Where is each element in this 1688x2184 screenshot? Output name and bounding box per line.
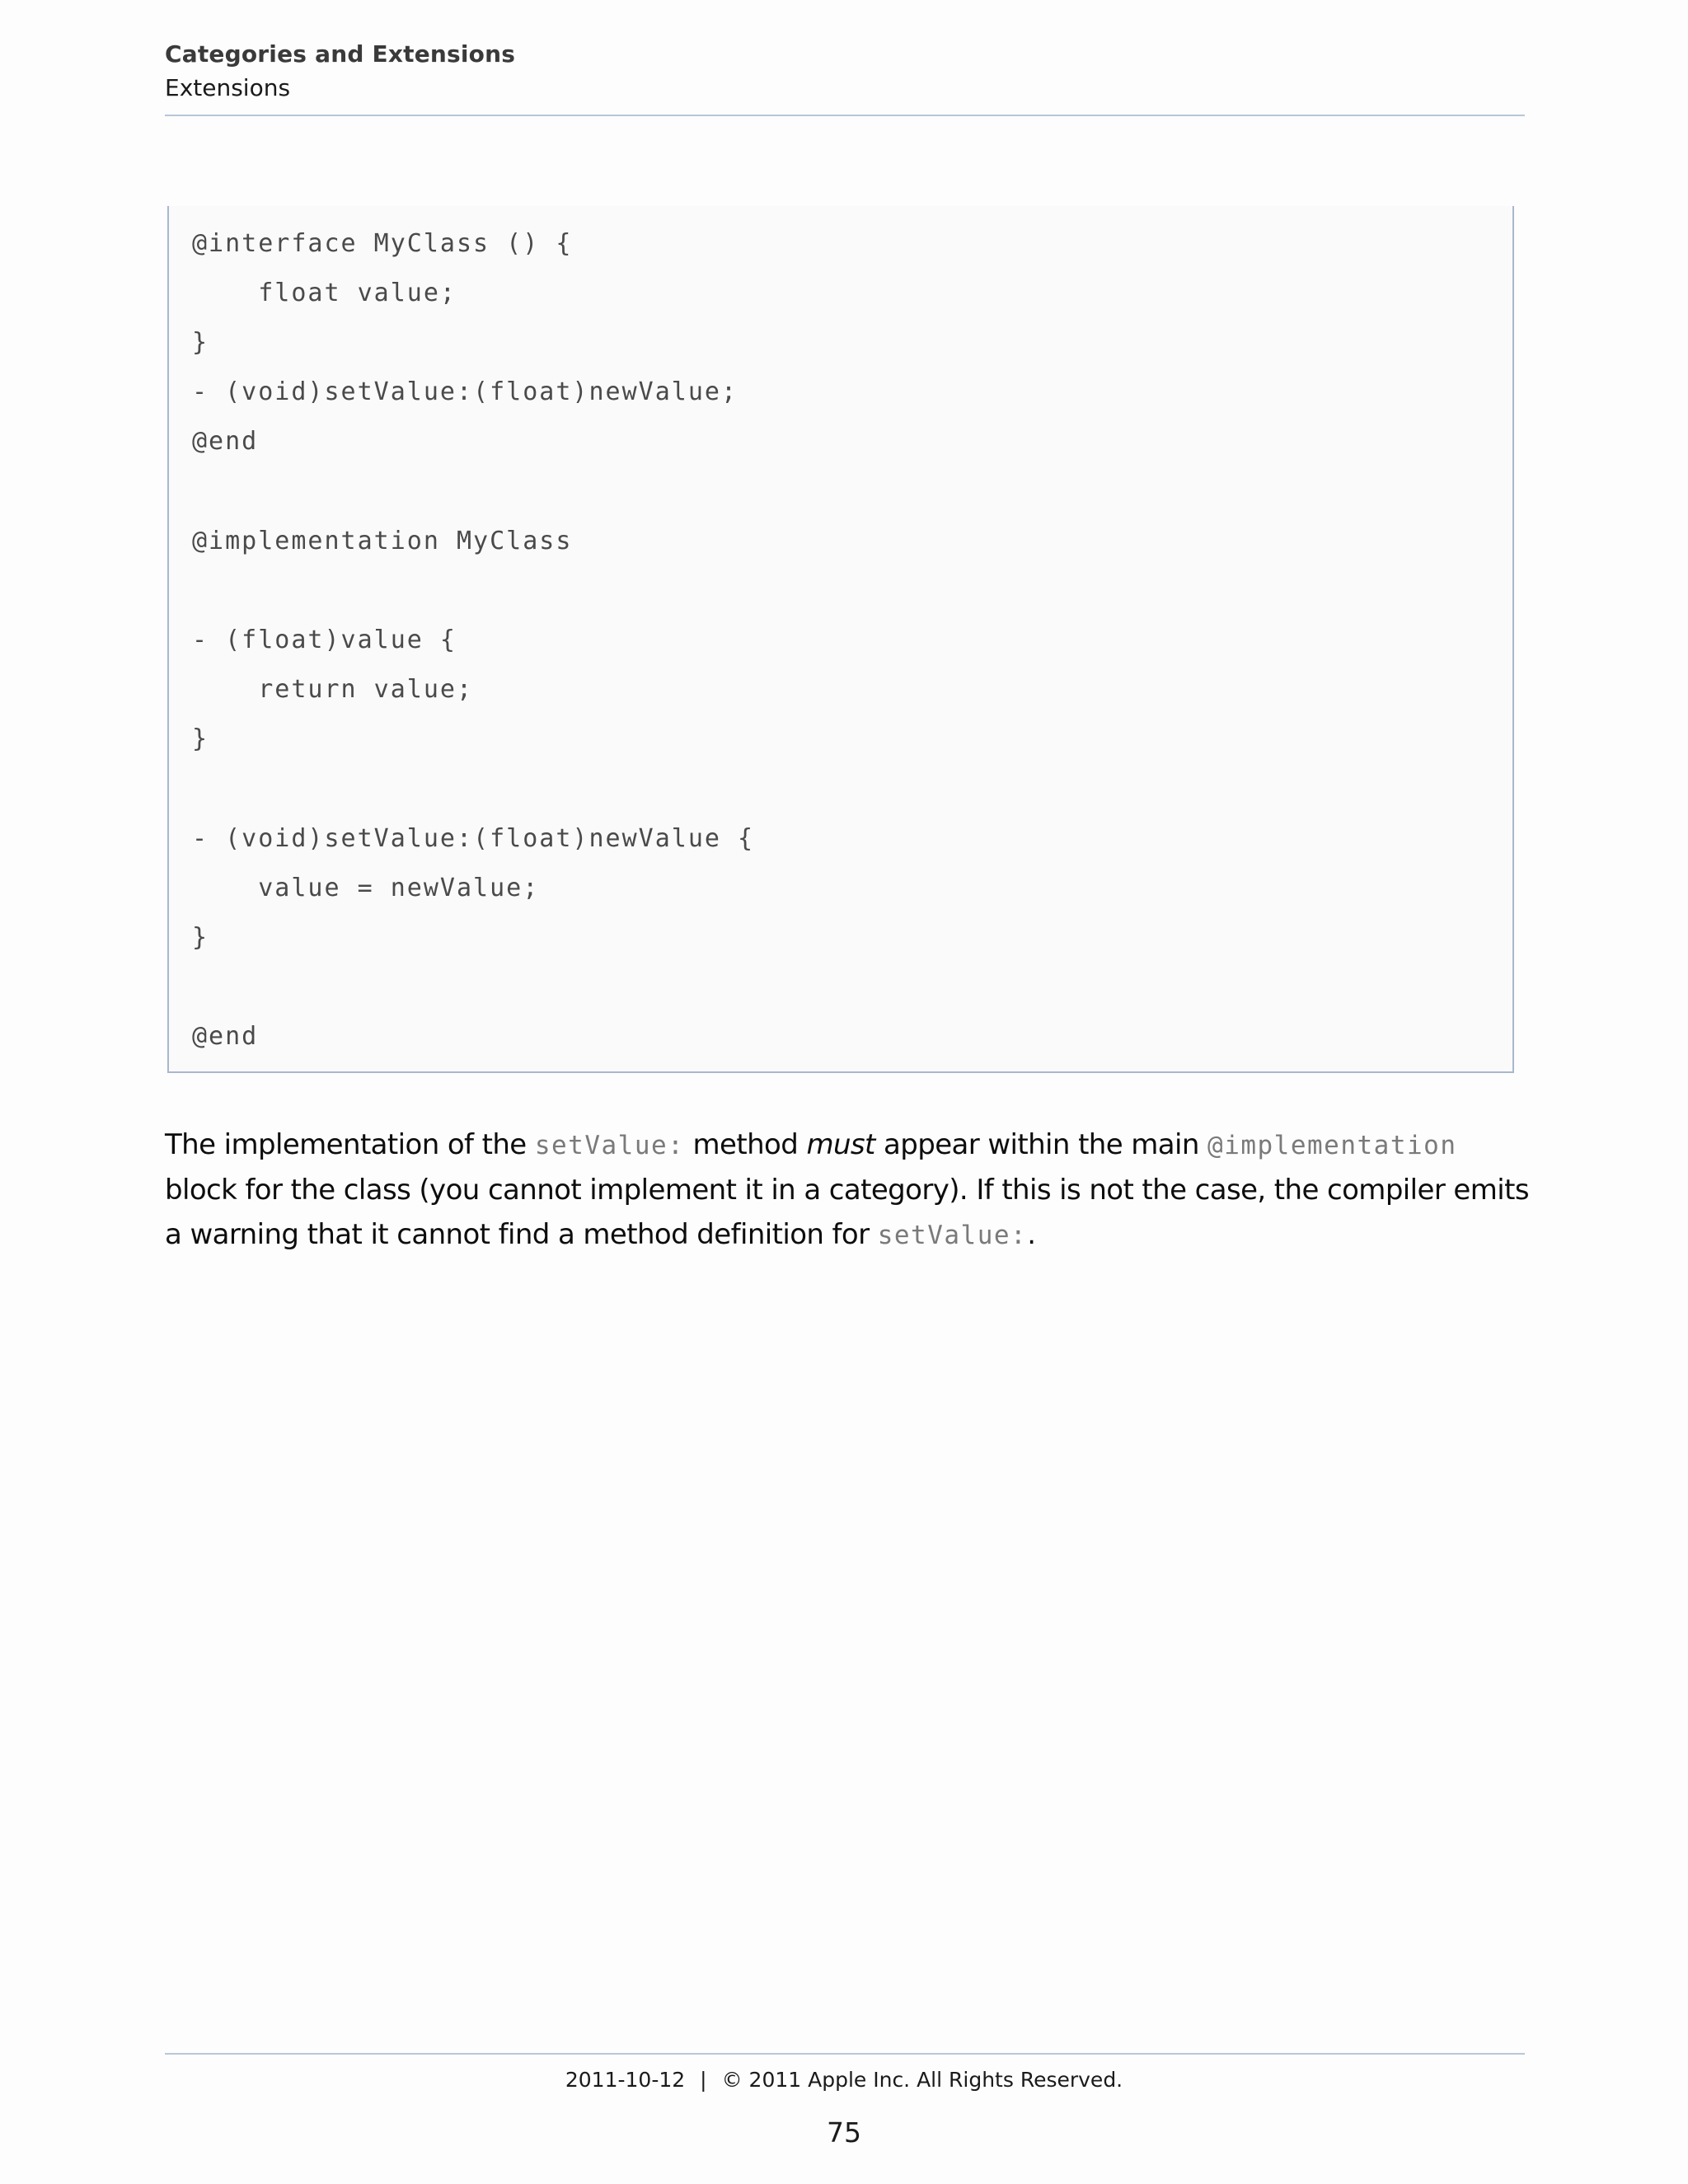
paragraph-text: method [684,1128,807,1161]
code-line: value = newValue; [192,874,540,902]
header-divider [165,115,1525,116]
emphasis-must: must [806,1128,875,1161]
code-line: } [192,923,209,952]
page-number: 75 [827,2116,861,2149]
footer-copyright: © 2011 Apple Inc. All Rights Reserved. [721,2068,1123,2092]
code-line: return value; [192,675,474,704]
code-line: } [192,724,209,753]
paragraph-text: block for the class (you cannot implement it in a category). If this is not the case, the compiler emits a warning that it cannot find a method definition for [165,1174,1529,1251]
inline-code-setvalue: setValue: [534,1131,685,1160]
code-line: } [192,328,209,357]
code-line: - (void)setValue:(float)newValue { [192,824,755,853]
footer-separator: | [700,2068,707,2092]
paragraph-text: appear within the main [874,1128,1208,1161]
code-line: @interface MyClass () { [192,229,573,258]
code-line: - (void)setValue:(float)newValue; [192,377,738,406]
code-line: float value; [192,279,457,307]
page-header [165,38,1525,105]
code-line: @implementation MyClass [192,527,573,555]
chapter-title: Categories and Extensions [165,40,516,68]
code-line: @end [192,1022,259,1051]
footer-divider [165,2053,1525,2055]
section-title: Extensions [165,74,291,101]
footer-date: 2011-10-12 [565,2068,686,2092]
inline-code-implementation: @implementation [1207,1131,1457,1160]
page-footer [0,2065,1688,2095]
paragraph-text: The implementation of the [165,1128,535,1161]
code-line: @end [192,427,259,456]
code-listing [167,206,1514,1073]
inline-code-setvalue: setValue: [877,1221,1028,1250]
paragraph-text: . [1027,1218,1036,1251]
code-line: - (float)value { [192,626,457,654]
body-paragraph [165,1122,1533,1258]
